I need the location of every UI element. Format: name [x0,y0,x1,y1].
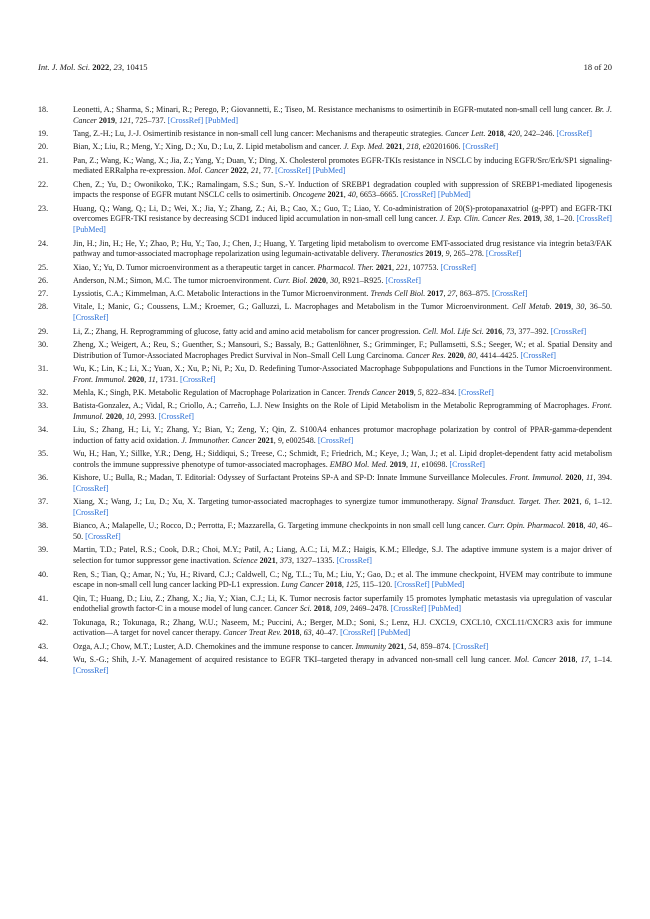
reference-authors-title: Batista-Gonzalez, A.; Vidal, R.; Criollo, A.; Carreño, L.J. New Insights on the Role of Lipid Metabolism in the Metabolic Reprogramming of Macrophages. [73,401,590,411]
crossref-link[interactable]: [CrossRef] [520,350,556,360]
reference-item: 36. Kishore, U.; Bulla, R.; Madan, T. Editorial: Odyssey of Surfactant Proteins SP-A and SP-D: Innate Immune Surveillance Molecules. Front. Immunol. 2020, 11, 394. [CrossRef] [38,473,612,494]
reference-number: 39. [38,545,49,555]
reference-number: 21. [38,155,49,165]
reference-pages: , 1–20. [552,214,575,224]
reference-year: 2020 [105,411,123,421]
reference-item: 42. Tokunaga, R.; Tokunaga, R.; Zhang, W.U.; Naseem, M.; Puccini, A.; Berger, M.D.; Soni, S.; Lenz, H.J. CXCL9, CXCL10, CXCL11/CXCR3 axis for immune activation—A target for novel cancer therapy. Cancer Treat Rev. 2018, 63, 40–47. [CrossRef] [PubMed] [38,617,612,638]
reference-year: 2019 [389,460,406,470]
reference-authors-title: Xiang, X.; Wang, J.; Lu, D.; Xu, X. Targeting tumor-associated macrophages to synergize tumor immunotherapy. [73,497,455,507]
reference-number: 33. [38,401,49,411]
crossref-link[interactable]: [CrossRef] [458,387,494,397]
reference-authors-title: Zheng, X.; Weigert, A.; Reu, S.; Guenther, S.; Mansouri, S.; Bassaly, B.; Gattenlöhner, S.; Grimminger, F.; Pullamsetti, S.S.; Seeger, W.; et al. Spatial Density and Distribution of Tumor-Associated Macrophages Predict Survival in Non–Small Cell Lung Carcinoma. [73,339,612,360]
crossref-link[interactable]: [CrossRef] [85,532,121,542]
reference-authors-title: Wu, K.; Lin, K.; Li, X.; Yuan, X.; Xu, P.; Ni, P.; Xu, D. Redefining Tumor-Associated Macrophage Subpopulations and Functions in the Tumor Microenvironment. [73,363,612,373]
reference-number: 40. [38,569,49,579]
reference-authors-title: Huang, Q.; Wang, Q.; Li, D.; Wei, X.; Jia, Y.; Zhang, Z.; Ai, B.; Cao, X.; Guo, T.; Liao, Y. Co-administration of 20(S)-protopanaxatriol (g-PPT) and EGFR-TKI overcomes EGFR-TKI resistance by decreasing SCD1 induced lipid accumulation in non-small cell lung cancer. [73,203,612,224]
reference-number: 31. [38,363,49,373]
reference-volume: 40 [347,190,356,200]
pubmed-link[interactable]: [PubMed] [431,580,465,590]
reference-journal: Front. Immunol. [509,473,564,483]
reference-authors-title: Lyssiotis, C.A.; Kimmelman, A.C. Metabolic Interactions in the Tumor Microenvironment. [73,289,369,299]
reference-journal: Curr. Opin. Pharmacol. [487,521,566,531]
reference-pages: , 115–120. [358,580,393,590]
reference-number: 42. [38,617,49,627]
reference-authors-title: Ren, S.; Tian, Q.; Amar, N.; Yu, H.; Rivard, C.J.; Caldwell, C.; Ng, T.L.; Tu, M.; Liu, Y.; Gao, D.; et al. The immune checkpoint, HVEM may contribute to immune escape in non-small cell lung cancer lacking PD-L1 expression. [73,569,612,590]
reference-journal: Cancer Lett. [445,129,486,139]
reference-volume: 40 [587,521,596,531]
reference-year: 2019 [554,302,572,312]
reference-year: 2020 [309,275,327,285]
reference-authors-title: Leonetti, A.; Sharma, S.; Minari, R.; Perego, P.; Giovannetti, E.; Tiseo, M. Resistance mechanisms to osimertinib in EGFR-mutated non-small cell lung cancer. [73,105,593,114]
reference-number: 36. [38,473,49,483]
reference-year: 2019 [98,115,116,125]
reference-item: 41. Qin, T.; Huang, D.; Liu, Z.; Zhang, X.; Jia, Y.; Xian, C.J.; Li, K. Tumor necrosis factor superfamily 15 promotes lymphatic metastasis via upregulation of vascular endothelial growth factor-C in a mouse model of lung cancer. Cancer Sci. 2018, 109, 2469–2478. [CrossRef] [PubMed] [38,593,612,614]
reference-year: 2022 [230,166,247,176]
reference-authors-title: Chen, Z.; Yu, D.; Owonikoko, T.K.; Ramalingam, S.S.; Sun, S.-Y. Induction of SREBP1 degradation coupled with suppression of SREBP1-mediated lipogenesis impacts the response of EGFR mutant NSCLC cells to osimertinib. [73,179,612,200]
reference-item: 27. Lyssiotis, C.A.; Kimmelman, A.C. Metabolic Interactions in the Tumor Microenvironment. Trends Cell Biol. 2017, 27, 863–875. [CrossRef] [38,289,528,299]
reference-number: 29. [38,326,49,336]
reference-item: 39. Martin, T.D.; Patel, R.S.; Cook, D.R.; Choi, M.Y.; Patil, A.; Liang, A.C.; Li, M.Z.; Haigis, K.M.; Elledge, S.J. The adaptive immune system is a major driver of selection for tumor suppressor gene inactivation. Science 2021, 373, 1327–1335. [CrossRef] [38,545,612,566]
crossref-link[interactable]: [CrossRef] [340,628,376,638]
reference-pages: , 1731. [155,374,179,384]
reference-year: 2017 [427,289,444,299]
crossref-link[interactable]: [CrossRef] [452,641,489,651]
reference-pages: , 863–875. [455,289,490,299]
reference-volume: 10 [126,411,135,421]
pubmed-link[interactable]: [PubMed] [437,190,471,200]
reference-year: 2021 [375,262,392,272]
reference-pages: , 1–14. [588,654,613,664]
reference-journal: Cell Metab. [512,302,552,312]
reference-pages: , 107753. [408,262,439,272]
reference-authors-title: Martin, T.D.; Patel, R.S.; Cook, D.R.; Choi, M.Y.; Patil, A.; Liang, A.C.; Li, M.Z.; Haigis, K.M.; Elledge, S.J. The adaptive immune system is a major driver of selection for tumor suppressor gene inactivation. [73,545,612,566]
reference-number: 19. [38,129,49,139]
running-head: Int. J. Mol. Sci. 2022, 23, 10415 [38,62,148,72]
reference-journal: Front. Immunol. [73,374,126,384]
reference-item: 40. Ren, S.; Tian, Q.; Amar, N.; Yu, H.; Rivard, C.J.; Caldwell, C.; Ng, T.L.; Tu, M.; Liu, Y.; Gao, D.; et al. The immune checkpoint, HVEM may contribute to immune escape in non-small cell lung cancer lacking PD-L1 expression. Lung Cancer 2018, 125, 115–120. [CrossRef] [PubMed] [38,569,612,590]
reference-volume: 218 [406,142,419,152]
reference-year: 2020 [447,350,464,360]
reference-pages: , 242–246. [519,129,555,139]
reference-item: 44. Wu, S.-G.; Shih, J.-Y. Management of acquired resistance to EGFR TKI–targeted therapy in advanced non-small cell lung cancer. Mol. Cancer 2018, 17, 1–14. [CrossRef] [38,654,613,675]
reference-year: 2018 [313,604,330,614]
reference-year: 2021 [327,190,344,200]
reference-authors-title: Tokunaga, R.; Tokunaga, R.; Zhang, W.U.; Naseem, M.; Puccini, A.; Berger, M.D.; Soni, S.; Lenz, H.J. CXCL9, CXCL10, CXCL11/CXCR3 axis for immune activation—A target for novel cancer therapy. [73,617,612,638]
reference-number: 20. [38,142,49,152]
reference-year: 2021 [257,436,274,445]
crossref-link[interactable]: [CrossRef] [550,326,587,336]
reference-journal: J. Immunother. Cancer [181,436,256,445]
reference-authors-title: Anderson, N.M.; Simon, M.C. The tumor microenvironment. [73,275,272,285]
reference-number: 34. [38,425,49,435]
reference-pages: , 6653–6665. [355,190,399,200]
reference-pages: , 394. [593,473,612,483]
reference-journal: Mol. Cancer [514,654,557,664]
reference-volume: 9 [445,249,450,259]
reference-number: 27. [38,289,49,299]
reference-volume: 30 [330,275,339,285]
reference-item: 38. Bianco, A.; Malapelle, U.; Rocco, D.; Perrotta, F.; Mazzarella, G. Targeting immune checkpoints in non small cell lung cancer. Curr. Opin. Pharmacol. 2018, 40, 46–50. [CrossRef] [38,521,612,542]
reference-item: 34. Liu, S.; Zhang, H.; Li, Y.; Zhang, Y.; Bian, Y.; Zeng, Y.; Qin, Z. S100A4 enhances protumor macrophage polarization by control of PPAR-gamma-dependent induction of fatty acid oxidation. J. Immunother. Cancer 2021, 9, e002548. [CrossRef] [38,425,612,445]
reference-volume: 9 [277,436,282,445]
reference-item: 33. Batista-Gonzalez, A.; Vidal, R.; Criollo, A.; Carreño, L.J. New Insights on the Role of Lipid Metabolism in the Metabolic Reprogramming of Macrophages. Front. Immunol. 2020, 10, 2993. [CrossRef] [38,401,612,421]
crossref-link[interactable]: [CrossRef] [576,214,612,224]
reference-authors-title: Bianco, A.; Malapelle, U.; Rocco, D.; Perrotta, F.; Mazzarella, G. Targeting immune checkpoints in non small cell lung cancer. [73,521,486,531]
reference-item: 25. Xiao, Y.; Yu, D. Tumor microenvironment as a therapeutic target in cancer. Pharmacol. Ther. 2021, 221, 107753. [CrossRef] [38,262,477,272]
crossref-link[interactable]: [CrossRef] [73,665,109,675]
reference-year: 2021 [563,497,580,507]
reference-item: 24. Jin, H.; Jin, H.; He, Y.; Zhao, P.; Hu, Y.; Tao, J.; Chen, J.; Huang, Y. Targeting lipid metabolism to overcome EMT-associated drug resistance via integrin beta3/FAK pathway and tumor-associated macrophage repolarization using legumain-activatable delivery. Theranostics 2019, 9, 265–278. [CrossRef] [38,238,612,259]
pubmed-link[interactable]: [PubMed] [73,225,106,235]
reference-journal: Signal Transduct. Target. Ther. [457,497,561,507]
reference-pages: , 1327–1335. [291,556,335,566]
reference-volume: 11 [148,374,156,384]
reference-year: 2018 [283,628,300,638]
reference-pages: , 2469–2478. [346,604,389,614]
reference-journal: Cancer Treat Rev. [223,628,282,638]
reference-volume: 121 [119,115,132,125]
journal-year: 2022 [92,62,110,72]
reference-journal: Cancer Res. [406,350,446,360]
reference-year: 2020 [565,473,582,483]
reference-volume: 11 [585,473,594,483]
pubmed-link[interactable]: [PubMed] [377,628,411,638]
reference-number: 35. [38,449,49,459]
reference-volume: 17 [580,654,589,664]
reference-volume: 54 [408,641,417,651]
reference-volume: 109 [334,604,347,614]
reference-item: 28. Vitale, I.; Manic, G.; Coussens, L.M.; Kroemer, G.; Galluzzi, L. Macrophages and Metabolism in the Tumor Microenvironment. Cell Metab. 2019, 30, 36–50. [CrossRef] [38,302,613,323]
reference-journal: Mol. Cancer [187,166,229,176]
reference-volume: 221 [396,262,409,272]
reference-authors-title: Qin, T.; Huang, D.; Liu, Z.; Zhang, X.; Jia, Y.; Xian, C.J.; Li, K. Tumor necrosis factor superfamily 15 promotes lymphatic metastasis via upregulation of vascular endothelial growth factor-C in a mouse model of lung cancer. [73,593,612,614]
reference-journal: Oncogene [292,190,326,200]
reference-pages: , 4414–4425. [475,350,519,360]
reference-number: 26. [38,275,49,285]
reference-pages: , 822–834. [421,387,457,397]
pubmed-link[interactable]: [PubMed] [205,115,239,125]
reference-volume: 125 [345,580,359,590]
reference-volume: 373 [279,556,292,566]
reference-pages: , 46–50. [73,521,612,542]
reference-year: 2019 [523,214,540,224]
reference-item: 31. Wu, K.; Lin, K.; Li, X.; Yuan, X.; Xu, P.; Ni, P.; Xu, D. Redefining Tumor-Associated Macrophage Subpopulations and Functions in the Tumor Microenvironment. Front. Immunol. 2020, 11, 1731. [CrossRef] [38,363,612,384]
page-header [38,62,612,76]
reference-item: 21. Pan, Z.; Wang, K.; Wang, X.; Jia, Z.; Yang, Y.; Duan, Y.; Ding, X. Cholesterol promotes EGFR-TKIs resistance in NSCLC by inducing EGFR/Src/Erk/SP1 signaling-mediated ERRalpha re-expression. Mol. Cancer 2022, 21, 77. [CrossRef] [PubMed] [38,155,612,176]
reference-volume: 38 [544,214,553,224]
crossref-link[interactable]: [CrossRef] [317,436,354,445]
reference-journal: J. Exp. Clin. Cancer Res. [439,214,522,224]
crossref-link[interactable]: [CrossRef] [394,580,430,590]
reference-year: 2021 [388,641,405,651]
crossref-link[interactable]: [CrossRef] [73,484,109,494]
reference-item: 30. Zheng, X.; Weigert, A.; Reu, S.; Guenther, S.; Mansouri, S.; Bassaly, B.; Gattenlöhner, S.; Grimminger, F.; Pullamsetti, S.S.; Seeger, W.; et al. Spatial Density and Distribution of Tumor-Associated Macrophages Predict Survival in Non–Small Cell Lung Carcinoma. Cancer Res. 2020, 80, 4414–4425. [CrossRef] [38,339,612,360]
reference-pages: , 2993. [134,411,157,421]
reference-journal: Lung Cancer [281,580,324,590]
reference-journal: Curr. Biol. [273,275,308,285]
reference-number: 28. [38,302,49,312]
crossref-link[interactable]: [CrossRef] [158,411,194,421]
crossref-link[interactable]: [CrossRef] [73,508,109,518]
reference-year: 2018 [487,129,504,139]
reference-volume: 27 [447,289,456,299]
reference-number: 30. [38,339,49,349]
reference-journal: Theranostics [381,249,424,259]
crossref-link[interactable]: [CrossRef] [73,313,109,323]
reference-number: 25. [38,262,49,272]
reference-authors-title: Jin, H.; Jin, H.; He, Y.; Zhao, P.; Hu, Y.; Tao, J.; Chen, J.; Huang, Y. Targeting lipid metabolism to overcome EMT-associated drug resistance via integrin beta3/FAK pathway and tumor-associated macrophage repolarization using legumain-activatable delivery. [73,238,612,259]
crossref-link[interactable]: [CrossRef] [275,166,311,176]
reference-authors-title: Pan, Z.; Wang, K.; Wang, X.; Jia, Z.; Yang, Y.; Duan, Y.; Ding, X. Cholesterol promotes EGFR-TKIs resistance in NSCLC by inducing EGFR/Src/Erk/SP1 signaling-mediated ERRalpha re-expression. [73,155,612,176]
reference-pages: , 77. [258,166,274,176]
reference-journal: Science [232,556,258,566]
reference-number: 32. [38,387,49,397]
reference-authors-title: Xiao, Y.; Yu, D. Tumor microenvironment as a therapeutic target in cancer. [73,262,316,272]
reference-item: 20. Bian, X.; Liu, R.; Meng, Y.; Xing, D.; Xu, D.; Lu, Z. Lipid metabolism and cancer. J. Exp. Med. 2021, 218, e20201606. [CrossRef] [38,142,499,152]
reference-year: 2021 [386,142,403,152]
crossref-link[interactable]: [CrossRef] [556,129,592,139]
reference-item: 29. Li, Z.; Zhang, H. Reprogramming of glucose, fatty acid and amino acid metabolism for cancer progression. Cell. Mol. Life Sci. 2016, 73, 377–392. [CrossRef] [38,326,587,336]
crossref-link[interactable]: [CrossRef] [400,190,436,200]
reference-journal: Pharmacol. Ther. [317,262,374,272]
reference-authors-title: Li, Z.; Zhang, H. Reprogramming of glucose, fatty acid and amino acid metabolism for cancer progression. [73,326,421,336]
reference-volume: 420 [507,129,520,139]
reference-number: 38. [38,521,49,531]
reference-journal: Br. J. Cancer [73,105,613,125]
reference-authors-title: Mehla, K.; Singh, P.K. Metabolic Regulation of Macrophage Polarization in Cancer. [73,387,346,397]
reference-year: 2019 [425,249,442,259]
reference-number: 24. [38,238,49,248]
reference-year: 2018 [559,654,576,664]
reference-volume: 63 [303,628,312,638]
reference-pages: , 725–737. [131,115,166,125]
journal-volume: 23 [113,62,123,72]
reference-year: 2016 [485,326,503,336]
reference-pages: , 377–392. [514,326,549,336]
crossref-link[interactable]: [CrossRef] [440,262,477,272]
reference-volume: 11 [410,460,418,470]
crossref-link[interactable]: [CrossRef] [390,604,427,614]
reference-item: 23. Huang, Q.; Wang, Q.; Li, D.; Wei, X.; Jia, Y.; Zhang, Z.; Ai, B.; Cao, X.; Guo, T.; Liao, Y. Co-administration of 20(S)-protopanaxatriol (g-PPT) and EGFR-TKI overcomes EGFR-TKI resistance by decreasing SCD1 induced lipid accumulation in non-small cell lung cancer. J. Exp. Clin. Cancer Res. 2019, 38, 1–20. [CrossRef] [PubMed] [38,203,612,235]
reference-authors-title: Bian, X.; Liu, R.; Meng, Y.; Xing, D.; Xu, D.; Lu, Z. Lipid metabolism and cancer. [73,142,342,152]
reference-year: 2021 [259,556,276,566]
reference-number: 18. [38,105,49,114]
reference-pages: , e10698. [417,460,448,470]
crossref-link[interactable]: [CrossRef] [385,275,421,285]
crossref-link[interactable]: [CrossRef] [167,115,204,125]
reference-item: 22. Chen, Z.; Yu, D.; Owonikoko, T.K.; Ramalingam, S.S.; Sun, S.-Y. Induction of SREBP1 degradation coupled with suppression of SREBP1-mediated lipogenesis impacts the response of EGFR mutant NSCLC cells to osimertinib. Oncogene 2021, 40, 6653–6665. [CrossRef] [PubMed] [38,179,612,200]
reference-item: 43. Ozga, A.J.; Chow, M.T.; Luster, A.D. Chemokines and the immune response to cancer. Immunity 2021, 54, 859–874. [CrossRef] [38,641,489,651]
reference-item: 19. Tang, Z.-H.; Lu, J.-J. Osimertinib resistance in non-small cell lung cancer: Mechanisms and therapeutic strategies. Cancer Lett. 2018, 420, 242–246. [CrossRef] [38,129,592,139]
pubmed-link[interactable]: [PubMed] [312,166,346,176]
reference-pages: , 859–874. [416,641,451,651]
reference-journal: Cell. Mol. Life Sci. [422,326,484,336]
reference-volume: 73 [506,326,515,336]
reference-pages: , 40–47. [311,628,339,638]
crossref-link[interactable]: [CrossRef] [449,460,485,470]
journal-abbrev: Int. J. Mol. Sci. [38,62,91,72]
reference-journal: J. Exp. Med. [343,142,385,152]
reference-item: 32. Mehla, K.; Singh, P.K. Metabolic Regulation of Macrophage Polarization in Cancer. Trends Cancer 2019, 5, 822–834. [CrossRef] [38,387,494,397]
reference-volume: 5 [417,387,422,397]
reference-list [38,105,612,679]
reference-journal: EMBO Mol. Med. [329,460,388,470]
reference-authors-title: Vitale, I.; Manic, G.; Coussens, L.M.; Kroemer, G.; Galluzzi, L. Macrophages and Metabolism in the Tumor Microenvironment. [73,302,509,312]
reference-year: 2018 [325,580,342,590]
reference-item: 37. Xiang, X.; Wang, J.; Lu, D.; Xu, X. Targeting tumor-associated macrophages to synergize tumor immunotherapy. Signal Transduct. Target. Ther. 2021, 6, 1–12. [CrossRef] [38,497,612,518]
reference-journal: Trends Cancer [347,387,396,397]
reference-number: 41. [38,593,49,603]
reference-journal: Front. Immunol. [73,401,612,421]
crossref-link[interactable]: [CrossRef] [492,289,528,299]
crossref-link[interactable]: [CrossRef] [485,249,522,259]
reference-number: 22. [38,179,49,189]
reference-journal: Trends Cell Biol. [370,289,426,299]
reference-pages: , e002548. [281,436,316,445]
reference-number: 37. [38,497,49,507]
reference-volume: 6 [584,497,589,507]
reference-authors-title: Kishore, U.; Bulla, R.; Madan, T. Editorial: Odyssey of Surfactant Proteins SP-A and SP-D: Innate Immune Surveillance Molecules. [73,473,508,483]
reference-number: 23. [38,203,49,213]
reference-pages: , 265–278. [449,249,484,259]
reference-journal: Cancer Sci. [274,604,312,614]
reference-volume: 80 [467,350,476,360]
reference-journal: Immunity [355,641,387,651]
page-number: 18 of 20 [583,62,612,72]
reference-item: 26. Anderson, N.M.; Simon, M.C. The tumor microenvironment. Curr. Biol. 2020, 30, R921–R925. [CrossRef] [38,275,421,285]
reference-volume: 30 [576,302,585,312]
crossref-link[interactable]: [CrossRef] [462,142,499,152]
reference-authors-title: Wu, H.; Han, Y.; Sillke, Y.R.; Deng, H.; Siddiqui, S.; Treese, C.; Schmidt, F.; Friedrich, M.; Keye, J.; Wan, J.; et al. Lipid droplet-dependent fatty acid metabolism controls the immune suppressive phenotype of tumor-associated macrophages. [73,449,612,470]
reference-volume: 21 [250,166,259,176]
reference-number: 43. [38,641,49,651]
reference-year: 2020 [128,374,145,384]
reference-pages: , R921–R925. [338,275,384,285]
reference-authors-title: Ozga, A.J.; Chow, M.T.; Luster, A.D. Chemokines and the immune response to cancer. [73,641,354,651]
reference-authors-title: Wu, S.-G.; Shih, J.-Y. Management of acquired resistance to EGFR TKI–targeted therapy in advanced non-small cell lung cancer. [73,654,512,664]
reference-number: 44. [38,654,49,664]
reference-year: 2018 [567,521,584,531]
article-number: 10415 [126,62,148,72]
reference-pages: , e20201606. [418,142,461,152]
reference-authors-title: Liu, S.; Zhang, H.; Li, Y.; Zhang, Y.; Bian, Y.; Zeng, Y.; Qin, Z. S100A4 enhances protumor macrophage polarization by control of PPAR-gamma-dependent induction of fatty acid oxidation. [73,425,612,445]
crossref-link[interactable]: [CrossRef] [336,556,373,566]
reference-year: 2019 [397,387,414,397]
pubmed-link[interactable]: [PubMed] [428,604,462,614]
reference-pages: , 1–12. [588,497,612,507]
reference-authors-title: Tang, Z.-H.; Lu, J.-J. Osimertinib resistance in non-small cell lung cancer: Mechanisms and therapeutic strategies. [73,129,444,139]
crossref-link[interactable]: [CrossRef] [180,374,216,384]
reference-item: 18. Leonetti, A.; Sharma, S.; Minari, R.; Perego, P.; Giovannetti, E.; Tiseo, M. Resistance mechanisms to osimertinib in EGFR-mutated non-small cell lung cancer. Br. J. Cancer 2019, 121, 725–737. [CrossRef] [PubMed] [38,105,613,125]
reference-pages: , 36–50. [584,302,613,312]
reference-item: 35. Wu, H.; Han, Y.; Sillke, Y.R.; Deng, H.; Siddiqui, S.; Treese, C.; Schmidt, F.; Friedrich, M.; Keye, J.; Wan, J.; et al. Lipid droplet-dependent fatty acid metabolism controls the immune suppressive phenotype of tumor-associated macrophages. EMBO Mol. Med. 2019, 11, e10698. [CrossRef] [38,449,612,470]
